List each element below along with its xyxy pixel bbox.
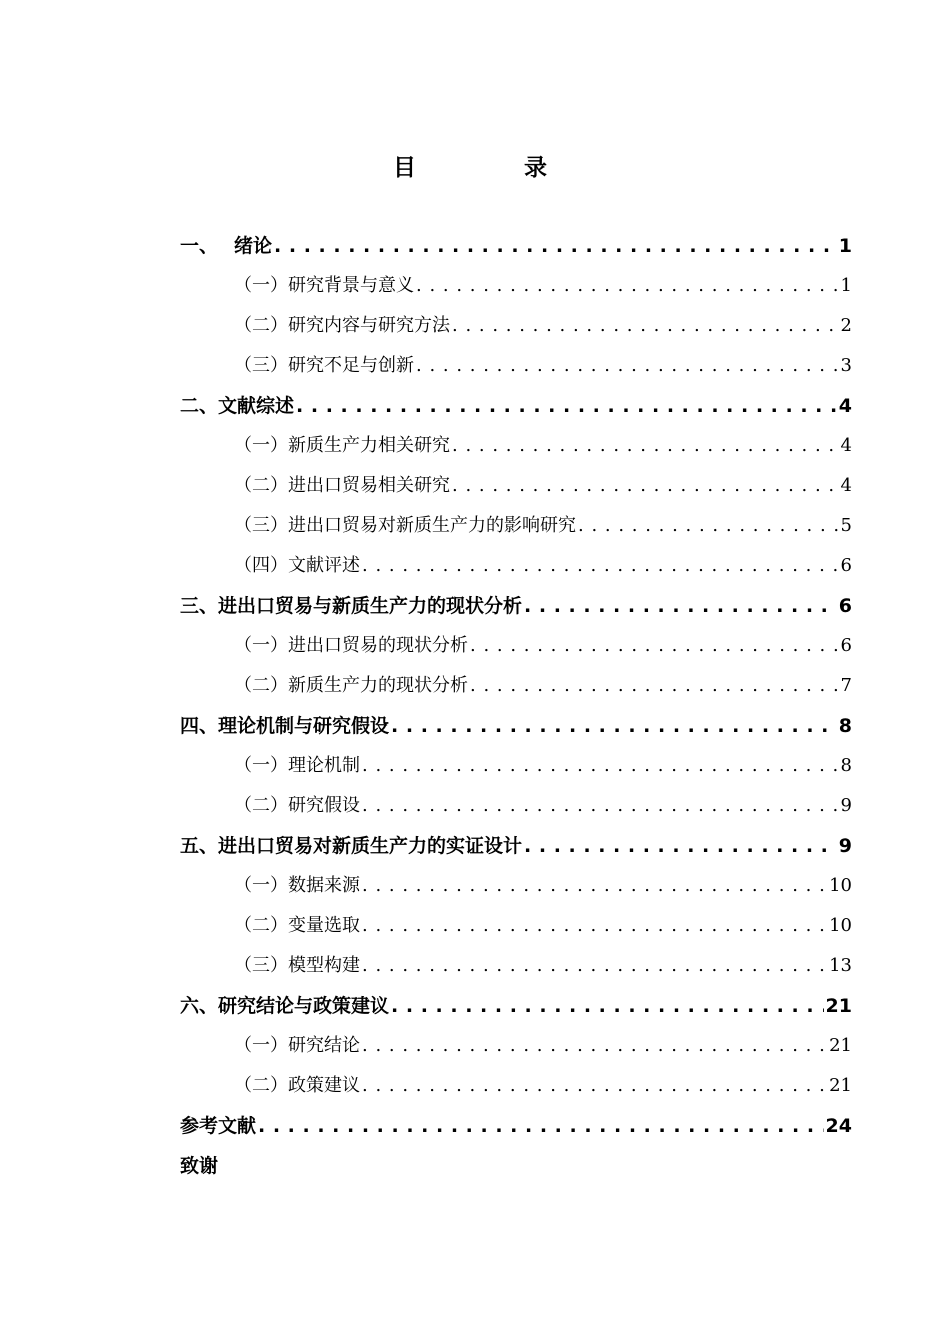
toc-entry-title: 变量选取 xyxy=(288,915,360,936)
toc-subentry[interactable] xyxy=(180,626,852,666)
toc-subentry[interactable] xyxy=(180,866,852,906)
toc-entry-number: 一、 xyxy=(180,235,219,257)
toc-entry[interactable] xyxy=(180,826,852,866)
toc-entry-page: 7 xyxy=(840,675,852,696)
toc-dot-leader xyxy=(452,426,839,466)
toc-entry[interactable] xyxy=(180,386,852,426)
toc-entry-number: 二、 xyxy=(180,395,219,417)
toc-entry-title: 研究结论与政策建议 xyxy=(218,995,390,1017)
toc-entry-number: （三） xyxy=(234,355,288,376)
toc-dot-leader xyxy=(296,386,837,426)
toc-entry-title: 政策建议 xyxy=(288,1075,360,1096)
toc-entry-title: 进出口贸易的现状分析 xyxy=(288,635,468,656)
toc-dot-leader xyxy=(416,266,839,306)
toc-entry-number: 三、 xyxy=(180,595,219,617)
toc-entry-title: 文献评述 xyxy=(288,555,360,576)
toc-entry-number: 四、 xyxy=(180,715,219,737)
toc-entry[interactable] xyxy=(180,1146,852,1186)
toc-entry-page: 10 xyxy=(829,915,852,936)
toc-subentry[interactable] xyxy=(180,306,852,346)
toc-dot-leader xyxy=(391,706,837,746)
toc-entry[interactable] xyxy=(180,986,852,1026)
toc-dot-leader xyxy=(362,746,839,786)
toc-entry-page: 9 xyxy=(840,795,852,816)
toc-subentry[interactable] xyxy=(180,1026,852,1066)
toc-entry-page: 1 xyxy=(838,235,852,257)
toc-subentry[interactable] xyxy=(180,266,852,306)
page-title: 目 录 xyxy=(392,155,597,181)
toc-entry-page: 21 xyxy=(829,1075,852,1096)
toc-entry-title: 研究背景与意义 xyxy=(288,275,414,296)
toc-dot-leader xyxy=(578,506,839,546)
toc-subentry[interactable] xyxy=(180,506,852,546)
toc-entry-page: 3 xyxy=(840,355,852,376)
toc-subentry[interactable] xyxy=(180,346,852,386)
table-of-contents xyxy=(180,226,852,1186)
toc-entry-title: 进出口贸易对新质生产力的影响研究 xyxy=(288,515,576,536)
toc-entry-page: 21 xyxy=(825,995,852,1017)
toc-entry-page: 2 xyxy=(840,315,852,336)
toc-entry-page: 4 xyxy=(840,475,852,496)
toc-entry-page: 5 xyxy=(840,515,852,536)
toc-entry-number: （二） xyxy=(234,475,288,496)
toc-dot-leader xyxy=(416,346,839,386)
toc-entry-page: 6 xyxy=(840,635,852,656)
toc-subentry[interactable] xyxy=(180,1066,852,1106)
toc-entry-page: 10 xyxy=(829,875,852,896)
toc-entry-number: （二） xyxy=(234,795,288,816)
toc-dot-leader xyxy=(524,586,837,626)
toc-entry-page: 4 xyxy=(838,395,852,417)
toc-dot-leader xyxy=(470,626,839,666)
toc-entry-page: 8 xyxy=(840,755,852,776)
toc-dot-leader xyxy=(452,466,839,506)
toc-entry-number: （二） xyxy=(234,915,288,936)
toc-entry-number: 五、 xyxy=(180,835,219,857)
toc-entry[interactable] xyxy=(180,226,852,266)
toc-subentry[interactable] xyxy=(180,426,852,466)
toc-entry-number: （二） xyxy=(234,1075,288,1096)
toc-entry-title: 数据来源 xyxy=(288,875,360,896)
toc-entry-title: 致谢 xyxy=(180,1155,219,1177)
toc-dot-leader xyxy=(362,906,827,946)
toc-entry-title: 绪论 xyxy=(234,235,273,257)
toc-entry-title: 研究不足与创新 xyxy=(288,355,414,376)
toc-subentry[interactable] xyxy=(180,786,852,826)
toc-subentry[interactable] xyxy=(180,906,852,946)
toc-subentry[interactable] xyxy=(180,546,852,586)
toc-entry-title: 进出口贸易相关研究 xyxy=(288,475,450,496)
toc-entry-title: 研究内容与研究方法 xyxy=(288,315,450,336)
toc-entry[interactable] xyxy=(180,1106,852,1146)
toc-entry-page: 24 xyxy=(825,1115,852,1137)
toc-entry-number: （三） xyxy=(234,515,288,536)
toc-entry-number: （二） xyxy=(234,675,288,696)
toc-entry-title: 进出口贸易对新质生产力的实证设计 xyxy=(218,835,523,857)
toc-entry-page: 6 xyxy=(840,555,852,576)
toc-dot-leader xyxy=(362,1066,827,1106)
toc-entry-page: 21 xyxy=(829,1035,852,1056)
toc-dot-leader xyxy=(258,1106,824,1146)
toc-entry-page: 8 xyxy=(838,715,852,737)
toc-dot-leader xyxy=(362,1026,827,1066)
toc-dot-leader xyxy=(452,306,839,346)
toc-entry-title: 研究假设 xyxy=(288,795,360,816)
toc-entry[interactable] xyxy=(180,586,852,626)
toc-entry-page: 13 xyxy=(829,955,852,976)
toc-entry-number: （四） xyxy=(234,555,288,576)
toc-dot-leader xyxy=(362,946,827,986)
toc-entry-number: （一） xyxy=(234,875,288,896)
toc-dot-leader xyxy=(274,226,837,266)
toc-dot-leader xyxy=(470,666,839,706)
toc-entry-number: （一） xyxy=(234,1035,288,1056)
toc-subentry[interactable] xyxy=(180,946,852,986)
toc-dot-leader xyxy=(362,786,839,826)
toc-entry-page: 4 xyxy=(840,435,852,456)
toc-dot-leader xyxy=(362,546,839,586)
toc-entry-number: （一） xyxy=(234,275,288,296)
toc-subentry[interactable] xyxy=(180,666,852,706)
toc-entry-title: 模型构建 xyxy=(288,955,360,976)
toc-entry-number: 六、 xyxy=(180,995,219,1017)
toc-entry-title: 进出口贸易与新质生产力的现状分析 xyxy=(218,595,523,617)
toc-entry-title: 新质生产力相关研究 xyxy=(288,435,450,456)
toc-entry-page: 9 xyxy=(838,835,852,857)
toc-subentry[interactable] xyxy=(180,746,852,786)
toc-entry-number: （二） xyxy=(234,315,288,336)
toc-entry-title: 文献综述 xyxy=(218,395,295,417)
toc-entry-number: （一） xyxy=(234,635,288,656)
toc-dot-leader xyxy=(362,866,827,906)
toc-entry[interactable] xyxy=(180,706,852,746)
toc-entry-page: 6 xyxy=(838,595,852,617)
toc-subentry[interactable] xyxy=(180,466,852,506)
toc-entry-title: 理论机制与研究假设 xyxy=(218,715,390,737)
toc-entry-number: （三） xyxy=(234,955,288,976)
toc-entry-number: （一） xyxy=(234,435,288,456)
toc-dot-leader xyxy=(524,826,837,866)
toc-entry-page: 1 xyxy=(840,275,852,296)
toc-dot-leader xyxy=(391,986,824,1026)
toc-entry-title: 新质生产力的现状分析 xyxy=(288,675,468,696)
toc-entry-title: 参考文献 xyxy=(180,1115,257,1137)
toc-entry-title: 理论机制 xyxy=(288,755,360,776)
toc-entry-number: （一） xyxy=(234,755,288,776)
toc-entry-title: 研究结论 xyxy=(288,1035,360,1056)
